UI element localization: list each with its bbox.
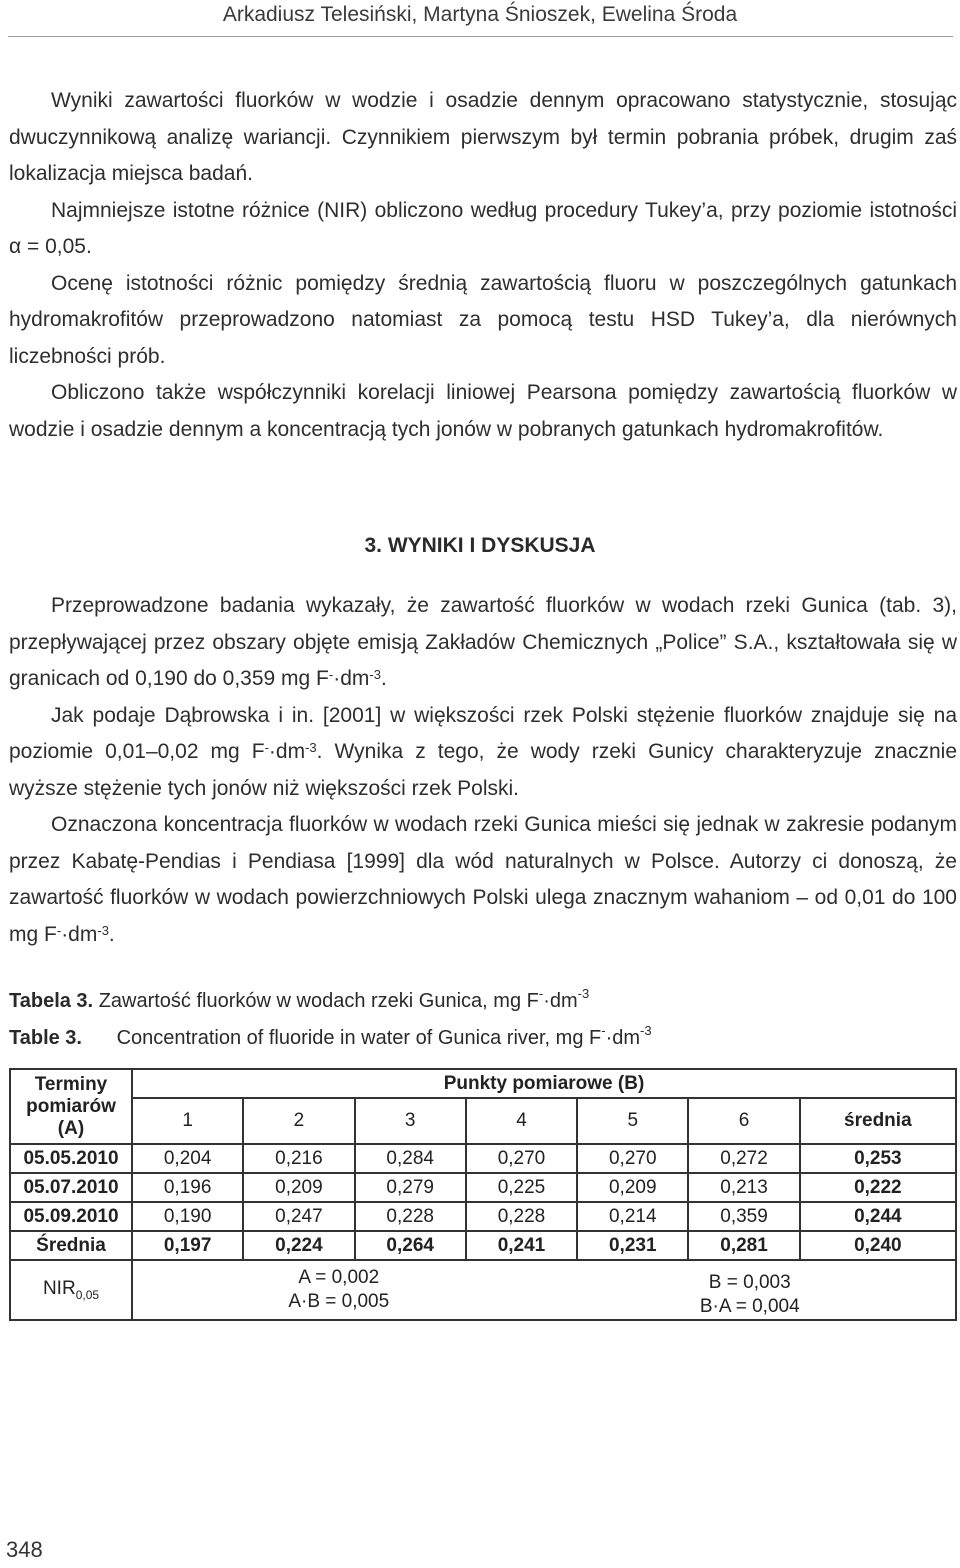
section-heading: 3. WYNIKI I DYSKUSJA <box>364 534 596 557</box>
paragraph-dabrowska: Jak podaje Dąbrowska i in. [2001] w większości rzek Polski stężenie fluorków znajduje się na poziomie 0,01–0,02 mg $F^-\cdot dm^{-3}$. Wynika z tego, że wody rzeki Gunicy charakteryzuje znacznie wyższe stężenie tych jonów niż większości rzek Polski. <box>9 703 958 800</box>
table-cell: 0,272 <box>688 1144 799 1173</box>
table-cell: 0,359 <box>688 1202 799 1231</box>
nir-b: B = 0,003 <box>708 1272 791 1293</box>
table-cell: 0,279 <box>355 1173 466 1202</box>
table-row <box>10 1144 956 1173</box>
table-cell: 0,190 <box>132 1202 243 1231</box>
col-header: 5 <box>577 1098 688 1144</box>
table-cell-mean: 0,244 <box>800 1202 956 1231</box>
table-cell: 0,225 <box>466 1173 577 1202</box>
nir-ab: A·B = 0,005 <box>288 1291 390 1312</box>
table-row-nir <box>10 1260 956 1320</box>
col-header: 2 <box>243 1098 354 1144</box>
nir-b-group <box>700 1261 800 1319</box>
nir-values <box>132 1260 956 1320</box>
table-cell: 0,213 <box>688 1173 799 1202</box>
table-cell-mean: 0,253 <box>800 1144 956 1173</box>
paragraph-nir: Najmniejsze istotne różnice (NIR) obliczono według procedury Tukey’a, przy poziomie istotności α = 0,05. <box>9 198 957 258</box>
table-cell: 0,270 <box>577 1144 688 1173</box>
table-cell: 0,197 <box>132 1231 243 1260</box>
row-label: 05.09.2010 <box>10 1202 132 1231</box>
table-cell: 0,240 <box>800 1231 956 1260</box>
page-number: 348 <box>6 1537 43 1562</box>
table-cell: 0,196 <box>132 1173 243 1202</box>
fluoride-table <box>9 1068 957 1321</box>
nir-a-group <box>288 1266 389 1314</box>
paragraph-statistics: Wyniki zawartości fluorków w wodzie i osadzie dennym opracowano statystycznie, stosując dwuczynnikową analizę wariancji. Czynnikiem pierwszym był termin pobrania próbek, drugim zaś lokalizacja miejsca badań. <box>9 89 957 185</box>
table-cell: 0,209 <box>577 1173 688 1202</box>
col-header: 6 <box>688 1098 799 1144</box>
table-cell: 0,224 <box>243 1231 354 1260</box>
header-terms: Terminy pomiarów (A) <box>10 1069 132 1144</box>
table-cell: 0,204 <box>132 1144 243 1173</box>
paragraph-pearson: Obliczono także współczynniki korelacji liniowej Pearsona pomiędzy zawartością fluorków w wodzie i osadzie dennym a koncentracją tych jonów w pobranych gatunkach hydromakrofitów. <box>9 381 957 441</box>
col-header: 1 <box>132 1098 243 1144</box>
methods-text <box>9 83 957 448</box>
row-label: 05.07.2010 <box>10 1173 132 1202</box>
col-header: 3 <box>355 1098 466 1144</box>
table-cell: 0,214 <box>577 1202 688 1231</box>
table-cell: 0,209 <box>243 1173 354 1202</box>
table-caption-pl: Tabela 3. Zawartość fluorków w wodach rzeki Gunica, mg $F^-\cdot dm^{-3}$ <box>9 986 590 1012</box>
nir-ba: B·A = 0,004 <box>699 1296 800 1317</box>
results-text <box>9 588 957 953</box>
table-cell: 0,247 <box>243 1202 354 1231</box>
table-cell: 0,284 <box>355 1144 466 1173</box>
table-cell: 0,231 <box>577 1231 688 1260</box>
table-row <box>10 1202 956 1231</box>
row-label: 05.05.2010 <box>10 1144 132 1173</box>
table-cell: 0,228 <box>355 1202 466 1231</box>
table-row <box>10 1173 956 1202</box>
table-cell-mean: 0,222 <box>800 1173 956 1202</box>
table-cell: 0,281 <box>688 1231 799 1260</box>
col-header: 4 <box>466 1098 577 1144</box>
table-cell: 0,216 <box>243 1144 354 1173</box>
paragraph-kabata-pendias: Oznaczona koncentracja fluorków w wodach rzeki Gunica mieści się jednak w zakresie podanym przez Kabatę-Pendias i Pendiasa [1999] dla wód naturalnych w Polsce. Autorzy ci donoszą, że zawartość fluorków w wodach powierzchniowych Polski ulega znacznym wahaniom – od 0,01 do 100 mg $F^-\cdot dm^{-3}$. <box>9 813 957 946</box>
table-row-mean <box>10 1231 956 1260</box>
row-label: Średnia <box>10 1231 132 1260</box>
table-cell: 0,264 <box>355 1231 466 1260</box>
paragraph-hsd-test: Ocenę istotności różnic pomiędzy średnią zawartością fluoru w poszczególnych gatunkach hydromakrofitów przeprowadzono natomiast za pomocą testu HSD Tukey’a, dla nierównych liczebności prób. <box>9 271 957 368</box>
table-cell: 0,241 <box>466 1231 577 1260</box>
table-cell: 0,270 <box>466 1144 577 1173</box>
table-cell: 0,228 <box>466 1202 577 1231</box>
header-measurement-points: Punkty pomiarowe (B) <box>132 1069 956 1098</box>
header-divider <box>8 36 953 37</box>
col-header-mean: średnia <box>800 1098 956 1144</box>
table-caption-en: Table 3. Concentration of fluoride in water of Gunica river, mg $F^-\cdot dm^{-3}$ <box>9 1023 652 1049</box>
nir-label: $NIR_{0,05}$ <box>10 1260 132 1320</box>
paragraph-results-range: Przeprowadzone badania wykazały, że zawartość fluorków w wodach rzeki Gunica (tab. 3), przepływającej przez obszary objęte emisją Zakładów Chemicznych „Police” S.A., kształtowała się w granicach od 0,190 do 0,359 mg $F^-\cdot dm^{-3}$. <box>9 594 957 690</box>
nir-a: A = 0,002 <box>298 1267 380 1288</box>
running-header: Arkadiusz Telesiński, Martyna Śnioszek, Ewelina Środa <box>222 3 738 26</box>
